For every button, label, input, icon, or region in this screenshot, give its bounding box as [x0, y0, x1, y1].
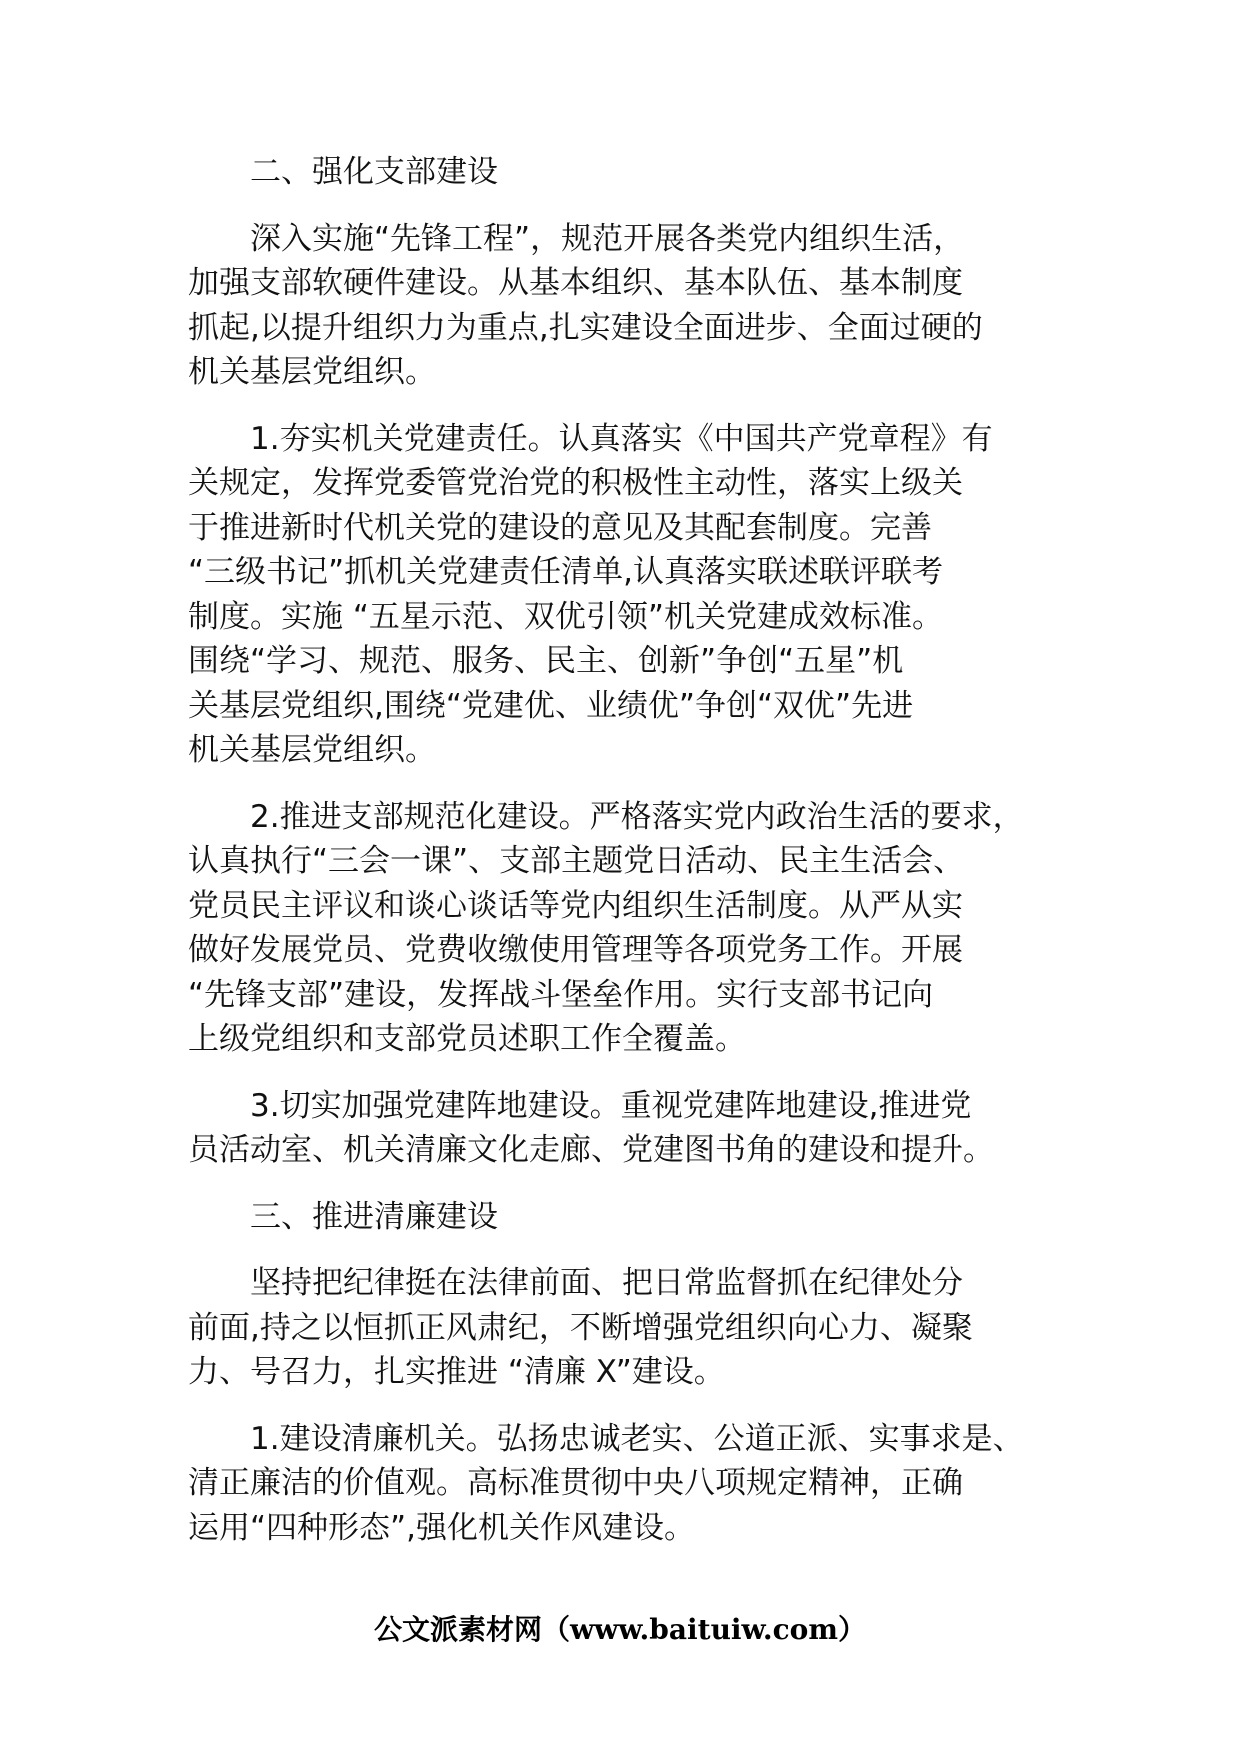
document-body	[188, 150, 1088, 1572]
paragraph-item-2-standardization: 2.推进支部规范化建设。严格落实党内政治生活的要求， 认真执行“三会一课”、支部主题党日活动、民主生活会、 党员民主评议和谈心谈话等党内组织生活制度。从严从实 做好发展党员、党费收缴使用管理等各项党务工作。开展 “先锋支部”建设，发挥战斗堡垒作用。实行支部书记向 上级党组织和支部党员述职工作全覆盖。	[188, 798, 1024, 1057]
paragraph-intro-branch: 深入实施“先锋工程”，规范开展各类党内组织生活， 加强支部软硬件建设。从基本组织、基本队伍、基本制度 抓起,以提升组织力为重点,扎实建设全面进步、全面过硬的 机关基层党组织。	[188, 220, 983, 390]
footer-watermark: 公文派素材网（www.baituiw.com）	[374, 1613, 866, 1646]
section-heading-2: 二、强化支部建设	[188, 154, 498, 190]
paragraph-item-1-clean-organ: 1.建设清廉机关。弘扬忠诚老实、公道正派、实事求是、 清正廉洁的价值观。高标准贯彻中央八项规定精神，正确 运用“四种形态”,强化机关作风建设。	[188, 1420, 1024, 1546]
paragraph-intro-integrity: 坚持把纪律挺在法律前面、把日常监督抓在纪律处分 前面,持之以恒抓正风肃纪，不断增强党组织向心力、凝聚 力、号召力，扎实推进 “清廉 X”建设。	[188, 1265, 973, 1390]
paragraph-item-3-position: 3.切实加强党建阵地建设。重视党建阵地建设,推进党 员活动室、机关清廉文化走廊、党建图书角的建设和提升。	[188, 1087, 994, 1168]
section-heading-3: 三、推进清廉建设	[188, 1198, 498, 1235]
paragraph-item-1-responsibility: 1.夯实机关党建责任。认真落实《中国共产党章程》有 关规定，发挥党委管党治党的积极性主动性，落实上级关 于推进新时代机关党的建设的意见及其配套制度。完善 “三级书记”抓机关党建责任清单,认真落实联述联评联考 制度。实施 “五星示范、双优引领”机关党建成效标准。 围绕“学习、规范、服务、民主、创新”争创“五星”机 关基层党组织,围绕“党建优、业绩优”争创“双优”先进 机关基层党组织。	[188, 420, 993, 768]
